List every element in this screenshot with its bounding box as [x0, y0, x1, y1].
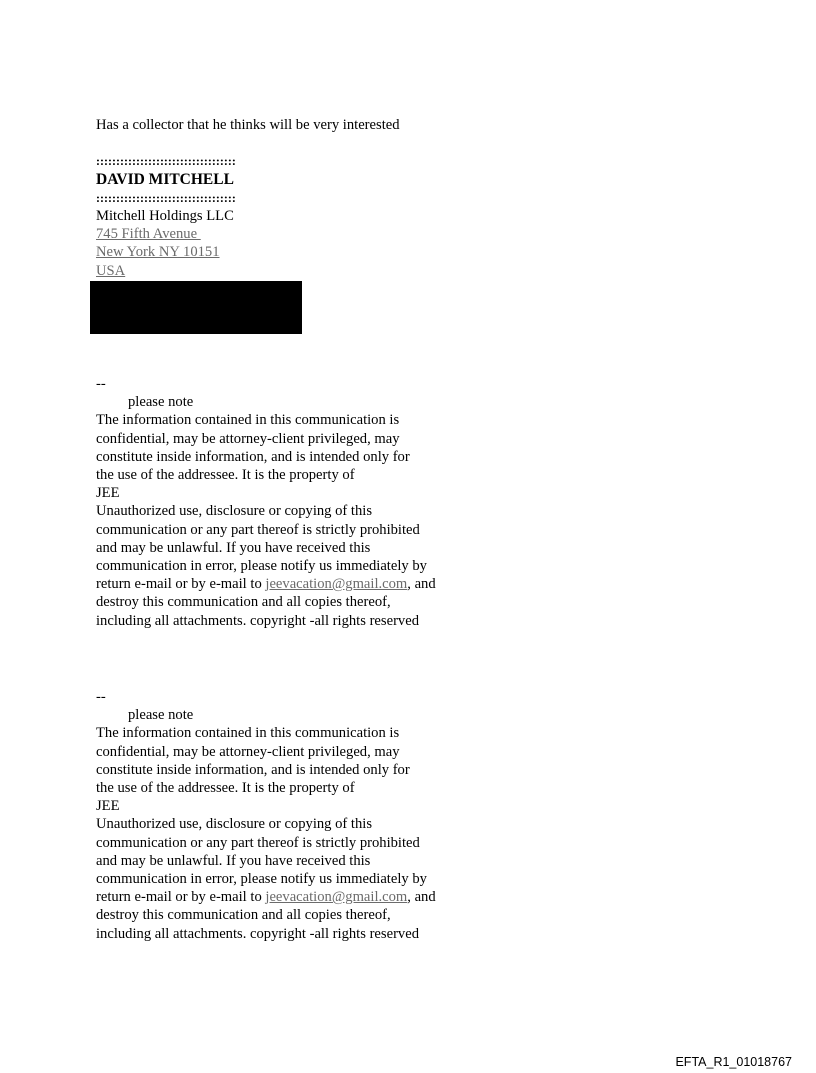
notice-line: destroy this communication and all copies thereof, [96, 594, 391, 611]
signature-name: DAVID MITCHELL [96, 170, 234, 188]
notice-text: return e-mail or by e-mail to [96, 889, 266, 906]
notice-line: including all attachments. copyright -all rights reserved [96, 925, 419, 942]
notice-text: return e-mail or by e-mail to [96, 576, 266, 593]
notice-line: constitute inside information, and is intended only for [96, 761, 410, 778]
notice-line: JEE [96, 485, 120, 502]
notice-line: and may be unlawful. If you have received this [96, 852, 371, 869]
notice-line: confidential, may be attorney-client privileged, may [96, 743, 400, 760]
notice-text: , and [407, 889, 436, 906]
notice-line: communication or any part thereof is strictly prohibited [96, 834, 420, 851]
address-street-link[interactable]: 745 Fifth Avenue [96, 226, 201, 243]
notice-line: communication in error, please notify us immediately by [96, 558, 427, 575]
notice-line: JEE [96, 798, 120, 815]
confidentiality-notice [96, 688, 516, 943]
notice-line: destroy this communication and all copies thereof, [96, 907, 391, 924]
notice-line: Unauthorized use, disclosure or copying of this [96, 503, 373, 520]
email-link[interactable]: jeevacation@gmail.com [265, 889, 408, 906]
intro-text: Has a collector that he thinks will be very interested [96, 117, 400, 133]
notice-heading: please note [128, 394, 194, 411]
notice-line: communication or any part thereof is strictly prohibited [96, 521, 420, 538]
notice-line: The information contained in this communication is [96, 725, 400, 742]
signature-separator-bottom: ::::::::::::::::::::::::::::::::::: [96, 190, 236, 205]
notice-line: The information contained in this communication is [96, 412, 400, 429]
address-country-link[interactable]: USA [96, 262, 126, 279]
notice-line: including all attachments. copyright -all rights reserved [96, 612, 419, 629]
email-link[interactable]: jeevacation@gmail.com [265, 576, 408, 593]
confidentiality-notice [96, 375, 516, 630]
address-city-link[interactable]: New York NY 10151 [96, 244, 220, 261]
blank-line [96, 134, 496, 152]
notice-line: the use of the addressee. It is the property of [96, 467, 355, 484]
notice-line-email [96, 888, 516, 906]
notice-line: Unauthorized use, disclosure or copying of this [96, 816, 373, 833]
signature-separator-top: ::::::::::::::::::::::::::::::::::: [96, 154, 236, 169]
notice-text: , and [407, 576, 436, 593]
email-body [96, 116, 496, 280]
document-id: EFTA_R1_01018767 [675, 1055, 792, 1069]
notice-line: constitute inside information, and is intended only for [96, 448, 410, 465]
notice-line-email [96, 575, 516, 593]
signature-company: Mitchell Holdings LLC [96, 208, 234, 225]
redaction-box [90, 281, 302, 334]
notice-heading: please note [128, 707, 194, 724]
notice-line: communication in error, please notify us immediately by [96, 871, 427, 888]
notice-line: confidential, may be attorney-client privileged, may [96, 430, 400, 447]
notice-line: the use of the addressee. It is the property of [96, 780, 355, 797]
notice-dashes: -- [96, 689, 106, 705]
notice-line: and may be unlawful. If you have received this [96, 539, 371, 556]
notice-dashes: -- [96, 376, 106, 392]
